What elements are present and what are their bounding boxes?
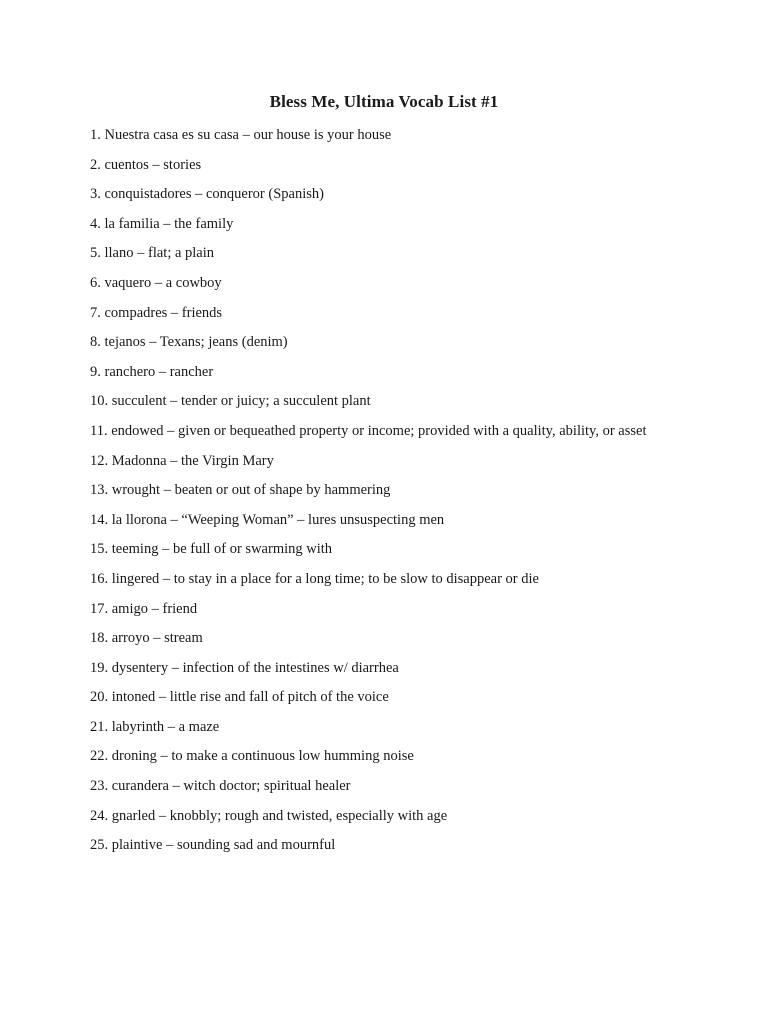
vocab-item: 20. intoned – little rise and fall of pitch of the voice — [90, 689, 389, 706]
vocab-item: 14. la llorona – “Weeping Woman” – lures unsuspecting men — [90, 511, 445, 528]
vocab-item: 19. dysentery – infection of the intestines w/ diarrhea — [90, 659, 399, 676]
vocab-item: 4. la familia – the family — [90, 215, 234, 232]
vocab-item: 2. cuentos – stories — [90, 156, 202, 173]
vocab-item: 24. gnarled – knobbly; rough and twisted, especially with age — [90, 807, 448, 824]
vocab-item: 12. Madonna – the Virgin Mary — [90, 452, 274, 469]
vocab-item: 3. conquistadores – conqueror (Spanish) — [90, 186, 324, 203]
vocab-item: 11. endowed – given or bequeathed property or income; provided with a quality, ability, or asset — [90, 422, 647, 439]
vocab-item: 16. lingered – to stay in a place for a long time; to be slow to disappear or die — [90, 570, 539, 587]
vocab-item: 21. labyrinth – a maze — [90, 718, 220, 735]
vocab-item: 10. succulent – tender or juicy; a succulent plant — [90, 393, 371, 410]
document-title: Bless Me, Ultima Vocab List #1 — [269, 92, 499, 111]
vocab-item: 6. vaquero – a cowboy — [90, 274, 222, 291]
vocab-item: 18. arroyo – stream — [90, 630, 203, 647]
vocab-item: 15. teeming – be full of or swarming with — [90, 541, 333, 558]
vocab-item: 17. amigo – friend — [90, 600, 198, 617]
vocab-item: 23. curandera – witch doctor; spiritual healer — [90, 778, 351, 795]
vocab-list — [90, 125, 750, 865]
vocab-item: 25. plaintive – sounding sad and mournful — [90, 837, 336, 854]
vocab-item: 13. wrought – beaten or out of shape by hammering — [90, 482, 391, 499]
vocab-item: 7. compadres – friends — [90, 304, 223, 321]
vocab-item: 8. tejanos – Texans; jeans (denim) — [90, 334, 288, 351]
vocab-item: 5. llano – flat; a plain — [90, 245, 215, 262]
vocab-item: 22. droning – to make a continuous low humming noise — [90, 748, 414, 765]
vocab-item: 1. Nuestra casa es su casa – our house is your house — [90, 127, 392, 143]
vocab-item: 9. ranchero – rancher — [90, 363, 214, 380]
